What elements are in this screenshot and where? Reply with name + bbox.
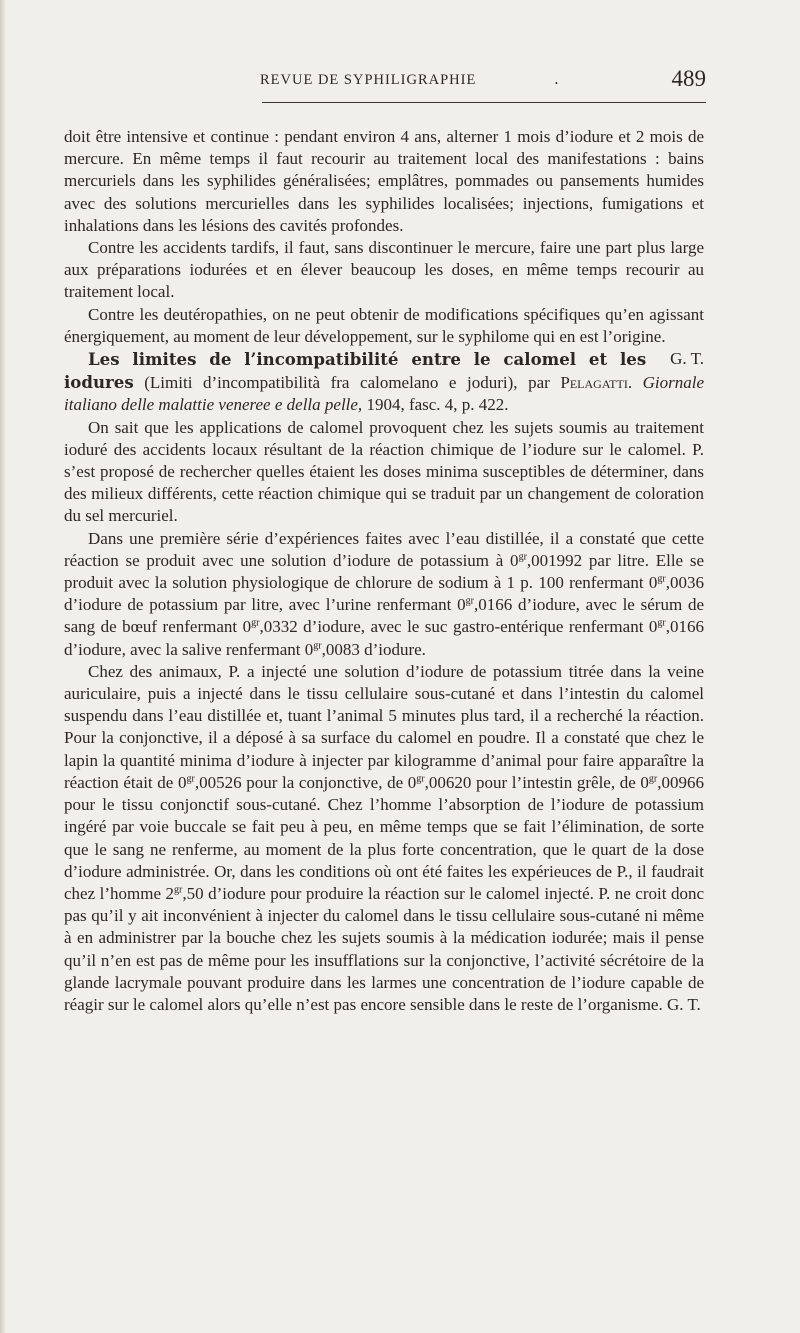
unit-gr: gr — [518, 551, 527, 563]
continued-paragraph-3 — [64, 304, 704, 369]
text-run: ,0036 d’iodure de potassium par litre, avec l’urine renfermant 0 — [64, 573, 704, 615]
unit-gr: gr — [251, 617, 260, 629]
continued-paragraph-2: Contre les accidents tardifs, il faut, sans discontinuer le mercure, faire une part plus large aux préparations iodurées et en élever beaucoup les doses, en même temps recourir au traitement local. — [64, 238, 704, 302]
text-run: ,001992 par litre. Elle se produit avec la solution physiologique de chlorure de sodium à 1 p. 100 renfermant 0 — [64, 550, 705, 593]
article-paragraph-3 — [64, 661, 704, 1016]
article-paragraph-2 — [64, 528, 704, 661]
text-run: ,0166 d’iodure, avec la salive renfermant 0 — [64, 617, 704, 659]
article-subtitle: (Limiti d’incompatibilità fra calomelano e joduri), par — [144, 373, 550, 393]
text-run: ,00966 pour le tissu conjonctif sous-cutané. Chez l’homme l’absorption de l’iodure de potassium ingéré par voie buccale se fait peu à peu, en même temps que se fait l’élimination, de sorte que le sang ne renferme, au moment de la plus forte concentration, que le quart de la dose d’iodure administrée. Or, dans les conditions où ont été faites les expérieuces de P., il faudrait chez l’homme 2 — [64, 772, 705, 903]
page-spine-shadow — [0, 0, 6, 1333]
unit-gr: gr — [174, 884, 183, 896]
text-run: Dans une première série d’expériences faites avec l’eau distillée, il a constaté que cette réaction se produit avec une solution d’iodure de potassium à 0 — [64, 528, 704, 570]
article-heading — [64, 348, 704, 417]
unit-gr: gr — [657, 573, 666, 585]
unit-gr: gr — [416, 773, 425, 785]
unit-gr: gr — [648, 773, 658, 785]
article-journal: Giornale italiano delle malattie veneree e della pelle, — [64, 373, 705, 415]
signature: G. T. — [670, 349, 704, 369]
article-paragraph-1: On sait que les applications de calomel provoquent chez les sujets soumis au traitement ioduré des accidents locaux résultant de la réaction chimique de l’iodure sur le calomel. P. s’est proposé de rechercher quelles étaient les doses minima susceptibles de déterminer, dans des milieux différents, cette réaction chimique qui se traduit par un changement de coloration du sel mercuriel. — [64, 417, 704, 526]
continued-paragraph-3-text: Contre les deutéropathies, on ne peut obtenir de modifications spécifiques qu’en agissant énergiquement, au moment de leur développement, sur le syphilome qui en est l’origine. — [64, 304, 704, 346]
text-run: ,0332 d’iodure, avec le suc gastro-entérique renfermant 0 — [259, 617, 658, 637]
header-dot: . — [554, 70, 559, 88]
text-run: ,00620 pour l’intestin grêle, de 0 — [424, 772, 649, 792]
article-citation: 1904, fasc. 4, p. 422. — [366, 395, 509, 415]
unit-gr: gr — [313, 640, 322, 652]
running-title: REVUE DE SYPHILIGRAPHIE — [260, 72, 477, 88]
text-run: ,0083 d’iodure. — [321, 639, 426, 659]
article-author: Pelagatti. — [560, 373, 633, 393]
unit-gr: gr — [657, 617, 666, 629]
text-run: ,0166 d’iodure, avec le sérum de sang de bœuf renfermant 0 — [64, 595, 704, 637]
header-rule — [262, 102, 706, 103]
unit-gr: gr — [465, 595, 475, 607]
body-text — [64, 126, 704, 1016]
unit-gr: gr — [186, 773, 195, 785]
signature-end: G. T. — [666, 994, 701, 1014]
text-run: ,00526 pour la conjonctive, de 0 — [194, 772, 417, 792]
text-run: Chez des animaux, P. a injecté une solution d’iodure de potassium titrée dans la veine auriculaire, puis a injecté dans le tissu cellulaire sous-cutané et dans l’intestin du calomel suspendu dans l’eau distillée et, tuant l’animal 5 minutes plus tard, il a recherché la réaction. Pour la conjonctive, il a déposé à sa surface du calomel en poudre. Il a constaté que chez le lapin la quantité minima d’iodure à injecter par kilogramme d’animal pour faire apparaître la réaction était de 0 — [64, 661, 704, 792]
text-run: ,50 d’iodure pour produire la réaction sur le calomel injecté. P. ne croit donc pas qu’il y ait inconvénient à injecter du calomel dans le tissu cellulaire sous-cutané ni même à en administrer par la bouche chez les sujets soumis à la médication iodurée; mais il pense qu’il n’en est pas de même pour les insufflations sur la conjonctive, l’activité sécrétoire de la glande lacrymale pouvant produire dans les larmes une concentration de l’iodure capable de réagir sur le calomel alors qu’elle n’est pas encore sensible dans le reste de l’organisme. — [64, 883, 705, 1014]
running-header — [76, 64, 706, 98]
page-number: 489 — [671, 66, 706, 91]
continued-paragraph-1: doit être intensive et continue : pendant environ 4 ans, alterner 1 mois d’iodure et 2 mois de mercure. En même temps il faut recourir au traitement local des manifestations : bains mercuriels dans les syphilides généralisées; emplâtres, pommades ou pansements humides avec des solutions mercurielles dans les syphilides localisées; injections, fumigations et inhalations dans les lésions des cavités profondes. — [64, 127, 704, 235]
article-title: Les limites de l’incompatibilité entre le calomel et les iodures — [64, 349, 647, 393]
